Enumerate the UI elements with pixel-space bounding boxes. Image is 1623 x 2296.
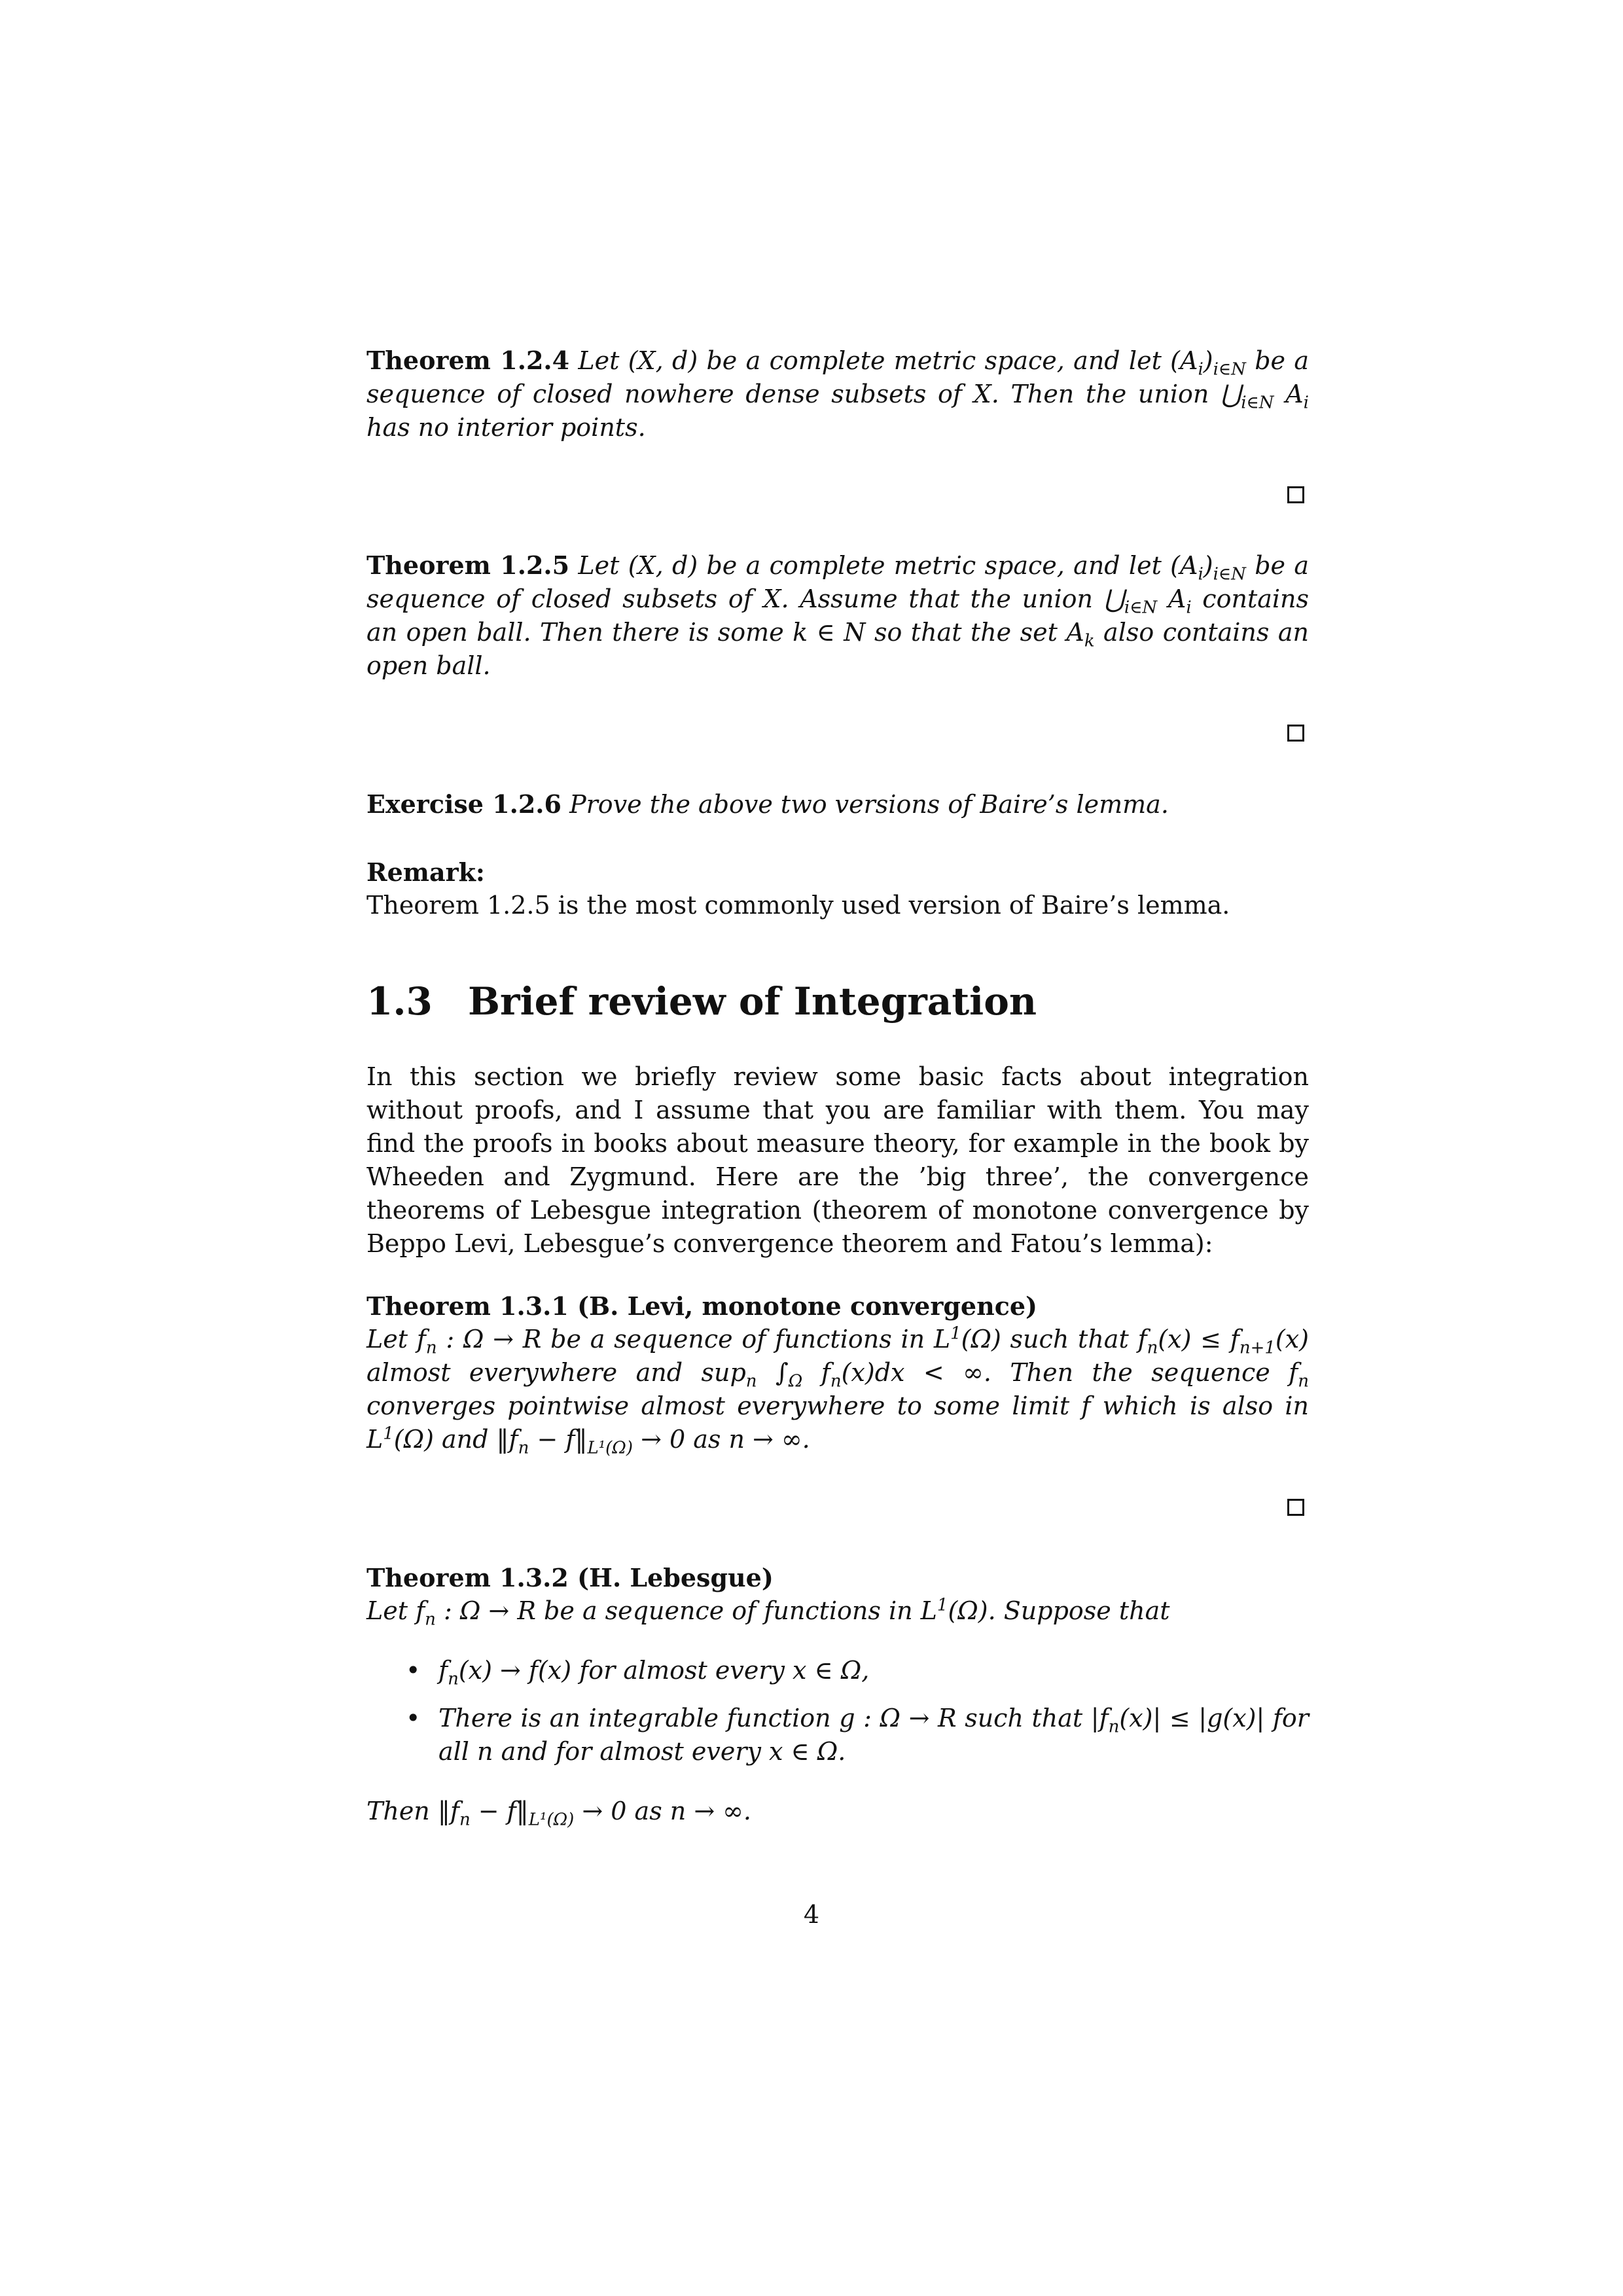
- theorem-statement: Let $f_n$ : Ω → R be a sequence of functions in $L^1(\Omega)$ such that $f_n(x) \le f_{n+1}(x)$ almost everywhere and sup$_n$ $\int_\Omega$ $f_n(x)dx$ < ∞. Then the sequence $f_n$ converges pointwise almost everywhere to some limit f which is also in $L^1(\Omega)$ and $‖f_n$ − $f‖_{L^1(\Omega)} \to 0$ as n → ∞.: [366, 1323, 1309, 1458]
- exercise-label: Exercise 1.2.6: [366, 789, 562, 819]
- theorem-label: Theorem 1.2.4: [366, 346, 570, 375]
- section-title: Brief review of Integration: [468, 979, 1037, 1024]
- exercise-1-2-6: [366, 787, 1309, 821]
- hypothesis-list: [366, 1654, 1309, 1768]
- theorem-1-3-1: [366, 1289, 1309, 1456]
- qed-square-icon: [1287, 1499, 1304, 1516]
- bullet-icon: •: [406, 1704, 421, 1732]
- theorem-statement: Let (X, d) be a complete metric space, and let $(A_i)_{i\in N}$ be a sequence of closed subsets of X. Assume that the union $⋃_{i\in N}$ $A_i$ contains an open ball. Then there is some k ∈ N so that the set $A_k$ also contains an open ball.: [366, 551, 1310, 680]
- bullet-icon: •: [406, 1656, 421, 1685]
- theorem-1-2-5: [366, 548, 1309, 683]
- page-number: 4: [803, 1900, 820, 1929]
- list-item: • $f_n(x) \to f(x)$ for almost every x ∈ Ω,: [366, 1654, 1309, 1687]
- exercise-text: Prove the above two versions of Baire’s lemma.: [569, 790, 1169, 819]
- theorem-1-2-4: [366, 344, 1309, 444]
- list-item: • There is an integrable function g : Ω → R such that $|f_n(x)| \le |g(x)|$ for all n and for almost every x ∈ Ω.: [366, 1702, 1309, 1768]
- theorem-label: Theorem 1.2.5: [366, 550, 570, 580]
- theorem-label: Theorem 1.3.2 (H. Lebesgue): [366, 1563, 774, 1592]
- remark-label: Remark:: [366, 857, 485, 887]
- section-number: 1.3: [366, 979, 433, 1024]
- theorem-conclusion: Then $‖f_n$ − $f‖_{L^1(\Omega)} \to 0$ as n → ∞.: [366, 1797, 751, 1830]
- theorem-1-3-2: [366, 1561, 1309, 1828]
- theorem-label: Theorem 1.3.1 (B. Levi, monotone convergence): [366, 1291, 1038, 1321]
- remark-text: Theorem 1.2.5 is the most commonly used version of Baire’s lemma.: [366, 891, 1230, 920]
- theorem-statement: Let $f_n$ : Ω → R be a sequence of functions in $L^1(\Omega)$. Suppose that: [366, 1595, 1170, 1630]
- qed-square-icon: [1287, 725, 1304, 742]
- theorem-statement: Let (X, d) be a complete metric space, and let $(A_i)_{i\in N}$ be a sequence of closed nowhere dense subsets of X. Then the union $⋃_{i\in N}$ $A_i$ has no interior points.: [366, 346, 1310, 442]
- intro-paragraph: In this section we briefly review some basic facts about integration without proofs, and I assume that you are familiar with them. You may find the proofs in books about measure theory, for example in the book by Wheeden and Zygmund. Here are the ’big three’, the convergence theorems of Lebesgue integration (theorem of monotone convergence by Beppo Levi, Lebesgue’s convergence theorem and Fatou’s lemma):: [366, 1062, 1309, 1258]
- section-heading: [366, 978, 1037, 1024]
- remark: [366, 855, 1309, 922]
- qed-square-icon: [1287, 486, 1304, 503]
